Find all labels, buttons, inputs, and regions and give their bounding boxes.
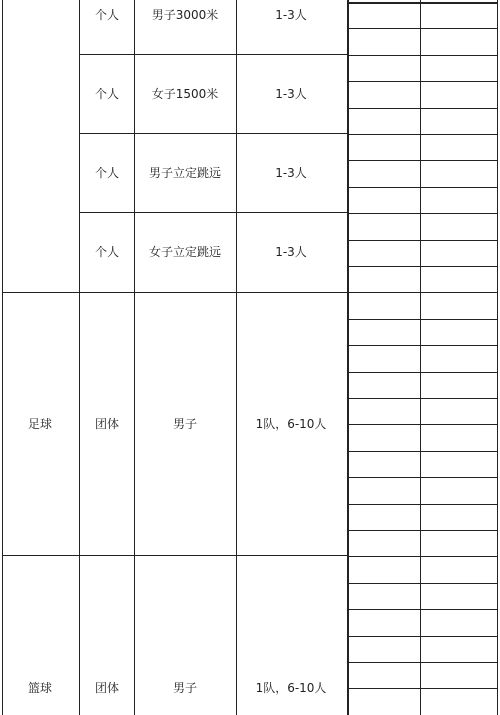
quota-label: 1-3人 [275,166,307,180]
entry-slot-right[interactable] [421,531,497,556]
entry-slot-right[interactable] [421,478,497,504]
row-border-3000m [79,54,348,55]
sport-label: 足球 [27,417,53,431]
entry-slot-right[interactable] [421,505,497,530]
event-type-label: 个人 [94,245,120,259]
event-name-label: 男子立定跳远 [148,166,222,180]
quota-label: 1队，6-10人 [255,417,327,431]
entry-slot-left[interactable] [349,478,420,504]
entry-slot-left[interactable] [349,346,420,372]
quota-label: 1-3人 [275,8,307,22]
entry-slot-left[interactable] [349,584,420,609]
entry-slot-right[interactable] [421,610,497,636]
event-name-label: 女子立定跳远 [148,245,222,259]
entry-slot-left[interactable] [349,610,420,636]
event-name-label: 男子 [172,681,198,695]
entry-slot-right[interactable] [421,135,497,160]
entry-slot-right[interactable] [421,584,497,609]
entry-slot-left[interactable] [349,505,420,530]
col-border-type-event [134,0,135,715]
entry-slot-left[interactable] [349,161,420,187]
event-type-label: 个人 [94,8,120,22]
entry-slot-right[interactable] [421,373,497,398]
entry-slot-left[interactable] [349,637,420,662]
entry-slot-right[interactable] [421,109,497,134]
row-border-track-end [2,292,348,293]
entry-slot-left[interactable] [349,373,420,398]
entry-slot-right[interactable] [421,293,497,319]
event-name-label: 男子3000米 [151,8,219,22]
entry-slot-right[interactable] [421,82,497,108]
entry-slot-right[interactable] [421,29,497,55]
entry-slot-border [347,688,498,689]
entry-slot-right[interactable] [421,425,497,451]
event-name-label: 男子 [172,417,198,431]
entry-slot-right[interactable] [421,188,497,213]
entry-slot-right[interactable] [421,320,497,345]
entry-slot-left[interactable] [349,135,420,160]
entry-slot-right[interactable] [421,56,497,81]
entry-slot-right[interactable] [421,3,497,28]
entry-slot-left[interactable] [349,109,420,134]
entry-slot-right[interactable] [421,637,497,662]
row-border-1500m [79,133,348,134]
entry-slot-right[interactable] [421,557,497,583]
event-type-label: 团体 [94,417,120,431]
entry-slot-left[interactable] [349,3,420,28]
entry-slot-left[interactable] [349,56,420,81]
row-border-football-end [2,555,348,556]
entry-slot-right[interactable] [421,267,497,292]
entry-slot-left[interactable] [349,241,420,266]
entry-slot-left[interactable] [349,663,420,688]
event-name-label: 女子1500米 [151,87,219,101]
entry-slot-left[interactable] [349,399,420,424]
entry-slot-right[interactable] [421,214,497,240]
quota-label: 1-3人 [275,245,307,259]
entry-slot-left[interactable] [349,320,420,345]
entry-slot-right[interactable] [421,663,497,688]
entry-slot-right[interactable] [421,241,497,266]
sport-label: 篮球 [27,681,53,695]
row-border-jump-m [79,212,348,213]
entry-slot-left[interactable] [349,188,420,213]
entry-slot-left[interactable] [349,557,420,583]
entry-slot-left[interactable] [349,293,420,319]
entry-slot-right[interactable] [421,161,497,187]
entry-slot-left[interactable] [349,425,420,451]
entry-slot-right[interactable] [421,452,497,477]
entry-slot-right[interactable] [421,346,497,372]
event-type-label: 个人 [94,87,120,101]
col-border-left [2,0,3,715]
entry-slot-right[interactable] [421,399,497,424]
entry-slot-left[interactable] [349,82,420,108]
entry-slot-left[interactable] [349,29,420,55]
col-border-event-quota [236,0,237,715]
entry-slot-left[interactable] [349,214,420,240]
quota-label: 1队，6-10人 [255,681,327,695]
entry-slot-left[interactable] [349,267,420,292]
entry-slot-left[interactable] [349,452,420,477]
col-border-sport-type [79,0,80,715]
entry-slot-left[interactable] [349,531,420,556]
event-type-label: 个人 [94,166,120,180]
quota-label: 1-3人 [275,87,307,101]
event-type-label: 团体 [94,681,120,695]
